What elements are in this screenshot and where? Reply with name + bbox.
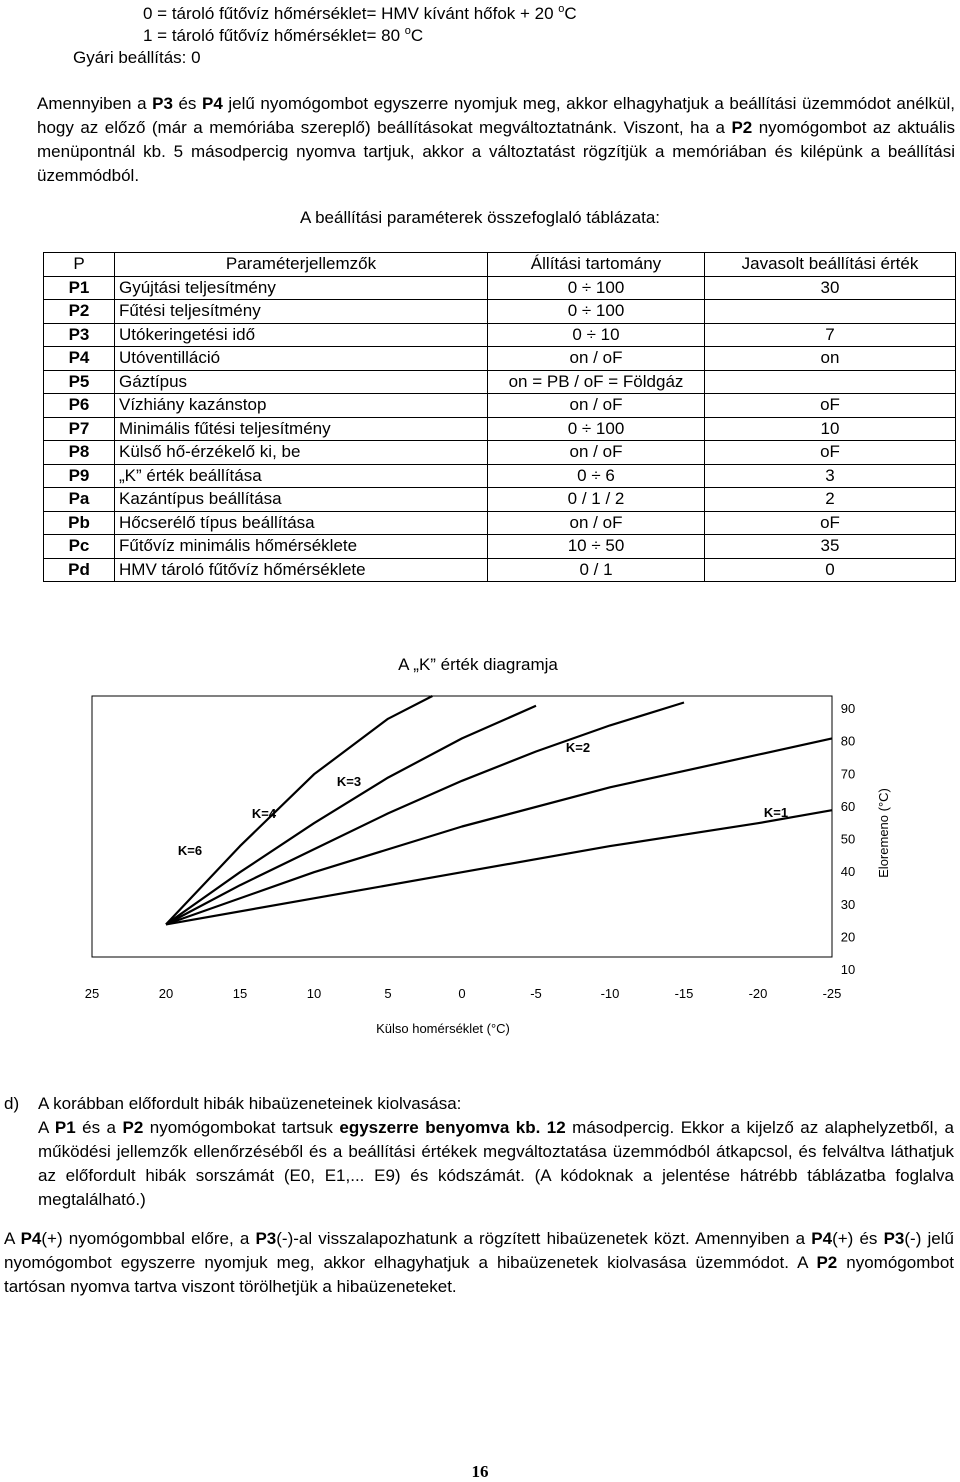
- param-description: HMV tároló fűtővíz hőmérséklete: [115, 558, 488, 582]
- table-row: [44, 488, 956, 512]
- header-range: Állítási tartomány: [488, 253, 705, 277]
- param-description: Külső hő-érzékelő ki, be: [115, 441, 488, 465]
- table-header-row: [44, 253, 956, 277]
- param-recommended: 7: [705, 323, 956, 347]
- table-title: A beállítási paraméterek összefoglaló táblázata:: [299, 208, 661, 227]
- y-tick-label: 30: [840, 896, 856, 912]
- param-code: Pd: [44, 558, 115, 582]
- x-tick-labels: [85, 986, 842, 1001]
- param-recommended: on: [705, 347, 956, 371]
- x-tick-label: 25: [84, 986, 100, 1001]
- table-row: [44, 276, 956, 300]
- x-tick-label: -25: [822, 986, 842, 1001]
- section-d-body: A P1 és a P2 nyomógombokat tartsuk egyszerre benyomva kb. 12 másodpercig. Ekkor a kijelző az alaphelyzetből, a működési jellemzők ellenőrzéséből és a beállítási értékek megváltoztatása üzemmódból átkapcsol, és felváltva láthatjuk az előfordult hibák sorszámát (E0, E1,... E9) és kódszámát. (A kódoknak a jelentése hátrébb táblázatba foglalva megtalálható.): [38, 1118, 954, 1209]
- param-range: 10 ÷ 50: [488, 535, 705, 559]
- k-value-chart: [0, 640, 960, 1040]
- series-line-k6: [166, 696, 432, 924]
- param-recommended: 2: [705, 488, 956, 512]
- paragraph-exit-info: Amennyiben a P3 és P4 jelű nyomógombot egyszerre nyomjuk meg, akkor elhagyhatjuk a beállítási üzemmódot anélkül, hogy az előző (már a memóriába szereplő) beállításokat megváltoztatnánk. Viszont, ha a P2 nyomógombot az aktuális menüpontnál kb. 5 másodpercig nyomva tartjuk, akkor a változtatást rögzítjük a memóriában és kilépünk a beállítási üzemmódból.: [37, 94, 956, 185]
- param-range: 0 ÷ 6: [488, 464, 705, 488]
- series-label: K=1: [763, 805, 789, 820]
- param-range: 0 ÷ 100: [488, 276, 705, 300]
- x-tick-label: 0: [458, 986, 466, 1001]
- table-row: [44, 535, 956, 559]
- y-tick-label: 40: [840, 864, 856, 880]
- table-row: [44, 511, 956, 535]
- y-tick-label: 90: [840, 701, 856, 716]
- x-tick-label: -5: [530, 986, 542, 1001]
- series-label: K=3: [336, 774, 362, 789]
- table-row: [44, 323, 956, 347]
- param-recommended: 30: [705, 276, 956, 300]
- param-code: P2: [44, 300, 115, 324]
- table-row: [44, 347, 956, 371]
- param-description: Utókeringetési idő: [115, 323, 488, 347]
- param-description: Fűtővíz minimális hőmérséklete: [115, 535, 488, 559]
- table-row: [44, 558, 956, 582]
- param-description: Gáztípus: [115, 370, 488, 394]
- param-code: P9: [44, 464, 115, 488]
- param-code: P4: [44, 347, 115, 371]
- param-code: Pb: [44, 511, 115, 535]
- param-code: Pa: [44, 488, 115, 512]
- x-tick-label: 10: [306, 986, 322, 1001]
- param-description: Hőcserélő típus beállítása: [115, 511, 488, 535]
- y-tick-label: 60: [840, 798, 856, 814]
- header-p: P: [44, 253, 115, 277]
- param-recommended: 10: [705, 417, 956, 441]
- table-row: [44, 370, 956, 394]
- param-code: P8: [44, 441, 115, 465]
- param-range: on / oF: [488, 394, 705, 418]
- series-line-k3: [166, 703, 684, 925]
- param-recommended: oF: [705, 441, 956, 465]
- y-tick-label: 80: [840, 733, 856, 749]
- param-range: on / oF: [488, 441, 705, 465]
- table-row: [44, 394, 956, 418]
- param-recommended: 0: [705, 558, 956, 582]
- y-tick-labels: [841, 701, 855, 977]
- table-row: [44, 417, 956, 441]
- param-recommended: [705, 300, 956, 324]
- param-recommended: [705, 370, 956, 394]
- param-range: on / oF: [488, 347, 705, 371]
- param-description: Minimális fűtési teljesítmény: [115, 417, 488, 441]
- param-description: „K” érték beállítása: [115, 464, 488, 488]
- paragraph-error-navigation: A P4(+) nyomógombbal előre, a P3(-)-al visszalapozhatunk a rögzített hibaüzenetek közt. Amennyiben a P4(+) és P3(-) jelű nyomógombot egyszerre nyomjuk meg, akkor elhagyhatjuk a hibaüzenetek kiolvasása üzemmódot. A P2 nyomógombot tartósan nyomva tartva viszont törölhetjük a hibaüzeneteket.: [4, 1229, 954, 1296]
- param-recommended: 35: [705, 535, 956, 559]
- series-label: K=6: [177, 843, 203, 858]
- option-line-0: 0 = tároló fűtővíz hőmérséklet= HMV kívánt hőfok + 20 $^o$C: [143, 3, 577, 23]
- param-description: Vízhiány kazánstop: [115, 394, 488, 418]
- parameter-table: [43, 252, 956, 582]
- x-tick-label: -15: [674, 986, 694, 1001]
- section-d-heading: A korábban előfordult hibák hibaüzeneteinek kiolvasása:: [38, 1094, 462, 1113]
- chart-series-group: [166, 696, 832, 924]
- y-tick-label: 50: [840, 831, 856, 847]
- page-number: 16: [471, 1462, 489, 1481]
- param-range: 0 ÷ 100: [488, 300, 705, 324]
- param-description: Kazántípus beállítása: [115, 488, 488, 512]
- x-tick-label: 5: [384, 986, 392, 1001]
- y-tick-label: 20: [840, 929, 856, 945]
- param-range: 0 ÷ 100: [488, 417, 705, 441]
- param-code: P6: [44, 394, 115, 418]
- param-code: Pc: [44, 535, 115, 559]
- x-tick-label: -10: [600, 986, 620, 1001]
- param-range: 0 / 1 / 2: [488, 488, 705, 512]
- table-row: [44, 441, 956, 465]
- option-line-1: 1 = tároló fűtővíz hőmérséklet= 80 $^o$C: [143, 25, 424, 45]
- param-recommended: oF: [705, 511, 956, 535]
- param-description: Gyújtási teljesítmény: [115, 276, 488, 300]
- param-description: Utóventilláció: [115, 347, 488, 371]
- param-recommended: 3: [705, 464, 956, 488]
- series-line-k1: [166, 810, 832, 924]
- param-range: 0 ÷ 10: [488, 323, 705, 347]
- x-tick-label: 15: [232, 986, 248, 1001]
- param-description: Fűtési teljesítmény: [115, 300, 488, 324]
- y-tick-label: 70: [840, 766, 856, 782]
- y-axis-label: Eloremeno (°C): [876, 788, 891, 878]
- param-range: on = PB / oF = Földgáz: [488, 370, 705, 394]
- header-description: Paraméterjellemzők: [115, 253, 488, 277]
- y-tick-label: 10: [840, 962, 856, 977]
- x-axis-label: Külso homérséklet (°C): [376, 1021, 510, 1036]
- table-row: [44, 300, 956, 324]
- param-recommended: oF: [705, 394, 956, 418]
- table-row: [44, 464, 956, 488]
- param-range: 0 / 1: [488, 558, 705, 582]
- param-code: P5: [44, 370, 115, 394]
- x-tick-label: 20: [158, 986, 174, 1001]
- series-label: K=4: [251, 806, 277, 821]
- param-code: P1: [44, 276, 115, 300]
- param-code: P3: [44, 323, 115, 347]
- series-label: K=2: [565, 740, 591, 755]
- chart-title: A „K” érték diagramja: [398, 655, 558, 674]
- section-d-label: d): [4, 1094, 20, 1113]
- header-recommended: Javasolt beállítási érték: [705, 253, 956, 277]
- factory-setting: Gyári beállítás: 0: [73, 48, 201, 67]
- param-range: on / oF: [488, 511, 705, 535]
- param-code: P7: [44, 417, 115, 441]
- x-tick-label: -20: [748, 986, 768, 1001]
